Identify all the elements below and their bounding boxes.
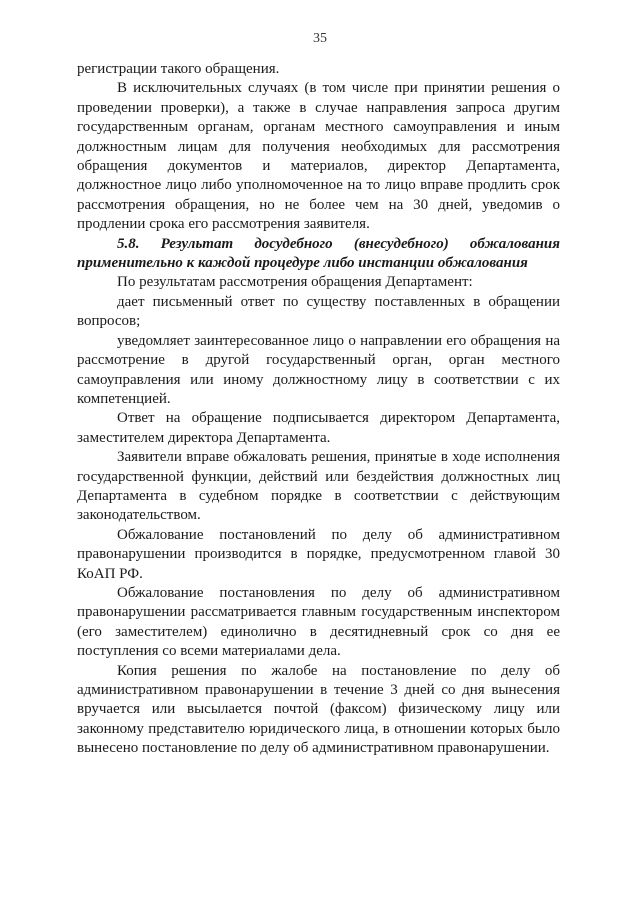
paragraph-continuation: регистрации такого обращения. <box>77 61 280 77</box>
document-body <box>77 60 560 759</box>
paragraph-inspector-review: Обжалование постановления по делу об административном правонарушении рассматривается главным государственным инспектором (его заместителем) единолично в десятидневный срок со дня ее поступления со всеми материалами дела. <box>77 584 560 660</box>
section-heading-5-8: 5.8. Результат досудебного (внесудебного) обжалования применительно к каждой процедуре либо инстанции обжалования <box>77 235 560 272</box>
paragraph-written-answer: дает письменный ответ по существу поставленных в обращении вопросов; <box>77 293 560 330</box>
paragraph-results-intro: По результатам рассмотрения обращения Департамент: <box>117 274 473 291</box>
paragraph-signature: Ответ на обращение подписывается директором Департамента, заместителем директора Департамента. <box>77 410 560 446</box>
paragraph-court-appeal: Заявители вправе обжаловать решения, принятые в ходе исполнения государственной функции, действий или бездействия должностных лиц Департамента в судебном порядке в соответствии с действующим законодательством. <box>77 449 560 524</box>
paragraph-decision-copy: Копия решения по жалобе на постановление по делу об административном правонарушении в течение 3 дней со дня вынесения вручается или высылается почтой (факсом) физическому лицу или законному представителю юридического лица, в отношении которых было вынесено постановление по делу об административном правонарушении. <box>77 662 560 757</box>
paragraph-extension-of-term: В исключительных случаях (в том числе при принятии решения о проведении проверки), а также в случае направления запроса другим государственным органам, органам местного самоуправления и иным должностным лицам для получения необходимых для рассмотрения обращения документов и материалов, директор Департамента, должностное лицо либо уполномоченное на то лицо вправе продлить срок рассмотрения обращения, но не более чем на 30 дней, уведомив о продлении срока его рассмотрения заявителя. <box>77 80 560 233</box>
paragraph-notification: уведомляет заинтересованное лицо о направлении его обращения на рассмотрение в другой государственный орган, орган местного самоуправления или иному должностному лицу в соответствии с их компетенцией. <box>77 332 560 407</box>
page-number: 35 <box>313 31 327 46</box>
paragraph-koap-appeal: Обжалование постановлений по делу об административном правонарушении производится в порядке, предусмотренном главой 30 КоАП РФ. <box>77 526 560 582</box>
